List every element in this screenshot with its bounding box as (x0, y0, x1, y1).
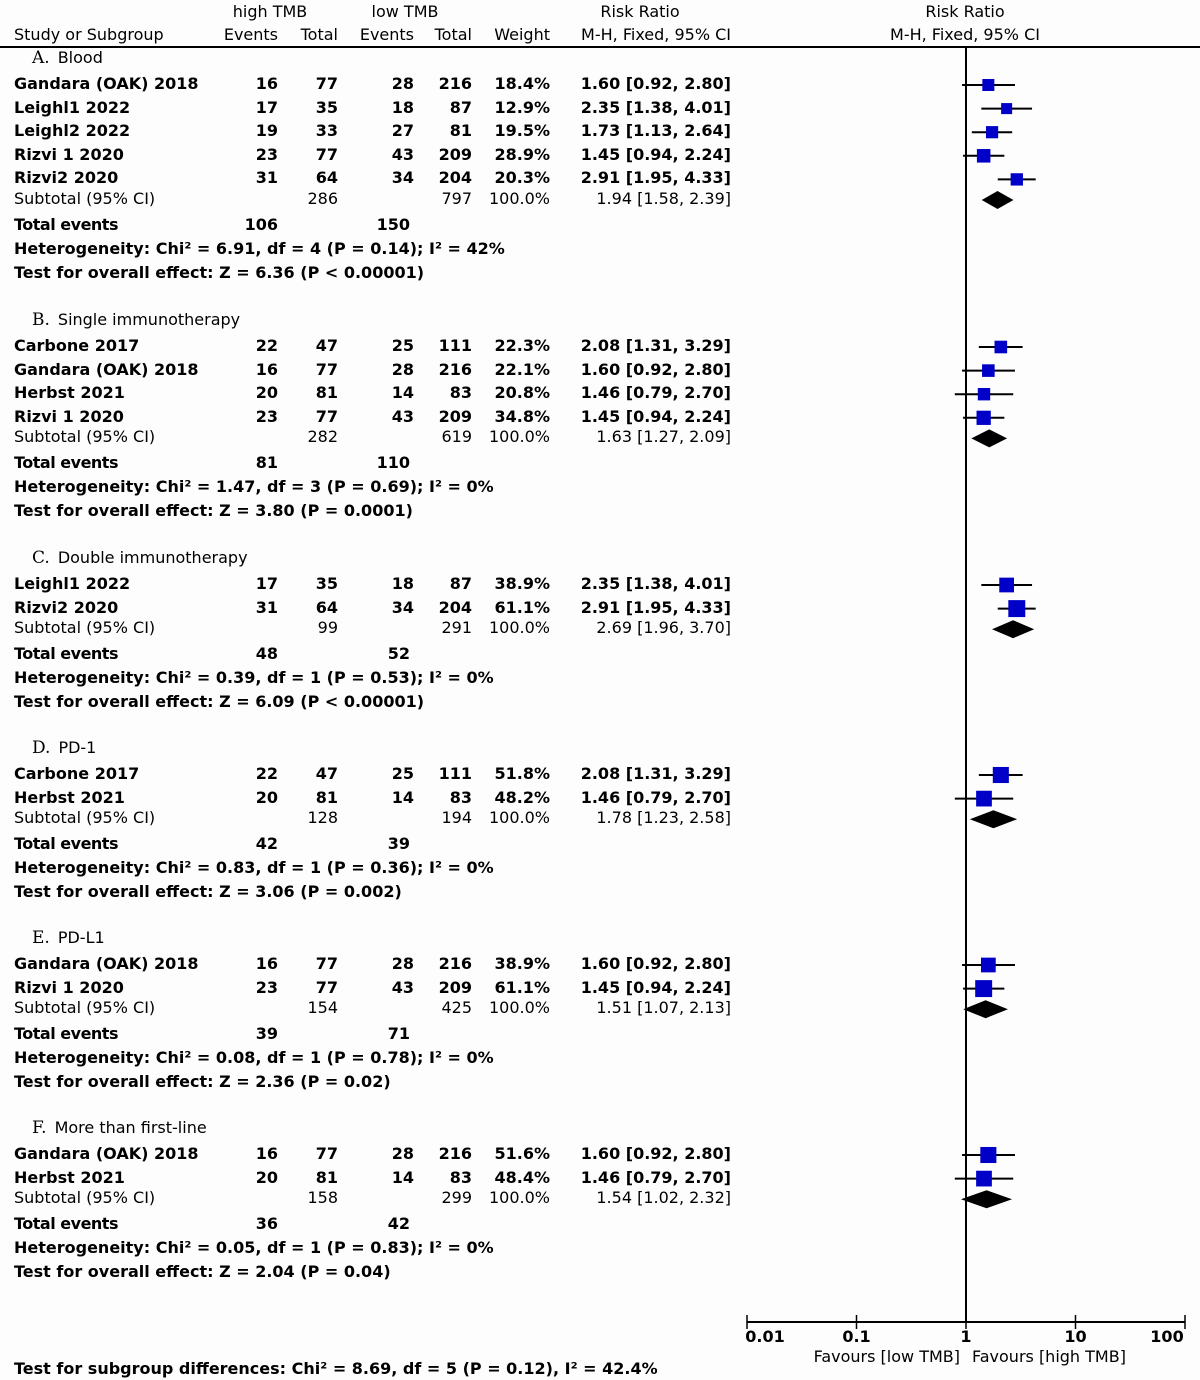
summary-diamond (963, 1000, 1008, 1018)
study-weight: 22.1% (494, 359, 550, 379)
study-name: Carbone 2017 (14, 764, 140, 783)
total-events-low: 71 (387, 1024, 410, 1044)
high-total: 81 (315, 383, 338, 403)
subtotal-high-total: 286 (307, 189, 338, 208)
high-events: 17 (255, 97, 278, 117)
high-events: 16 (255, 954, 278, 973)
high-events: 16 (255, 74, 278, 93)
subgroup-differences-test: Test for subgroup differences: Chi² = 8.69, df = 5 (P = 0.12), I² = 42.4% (14, 1359, 658, 1378)
subtotal-label: Subtotal (95% CI) (14, 189, 156, 208)
total-events-high: 39 (255, 1024, 278, 1044)
subgroup-name: PD-L1 (57, 928, 105, 947)
low-total: 83 (449, 787, 472, 807)
total-events-label: Total events (14, 453, 118, 473)
study-marker (975, 980, 992, 997)
summary-diamond (982, 191, 1014, 209)
study-risk-ratio: 2.35 [1.38, 4.01] (580, 97, 731, 117)
low-events: 43 (391, 977, 414, 997)
subtotal-high-total: 128 (307, 808, 338, 828)
subtotal-weight: 100.0% (488, 1188, 550, 1208)
study-name: Leighl2 2022 (14, 121, 131, 141)
low-total-header: Total (434, 25, 472, 44)
high-total: 81 (315, 787, 338, 807)
study-risk-ratio: 1.45 [0.94, 2.24] (580, 406, 731, 426)
high-events: 22 (255, 336, 278, 355)
study-name: Herbst 2021 (14, 787, 125, 807)
total-events-label: Total events (14, 644, 118, 664)
study-risk-ratio: 1.46 [0.79, 2.70] (580, 383, 731, 403)
total-events-high: 106 (244, 215, 278, 234)
heterogeneity-stat: Heterogeneity: Chi² = 6.91, df = 4 (P = 0.14); I² = 42% (14, 239, 505, 258)
subtotal-risk-ratio: 1.54 [1.02, 2.32] (596, 1188, 731, 1208)
favours-high-label: Favours [high TMB] (972, 1347, 1126, 1366)
study-risk-ratio: 1.60 [0.92, 2.80] (580, 1144, 731, 1163)
study-name: Rizvi 1 2020 (14, 977, 124, 997)
low-events: 14 (391, 383, 414, 403)
total-events-label: Total events (14, 1024, 118, 1044)
favours-low-label: Favours [low TMB] (813, 1347, 960, 1366)
high-total: 47 (315, 336, 338, 355)
study-name: Gandara (OAK) 2018 (14, 74, 199, 93)
summary-diamond (971, 429, 1007, 447)
subtotal-weight: 100.0% (488, 189, 550, 208)
study-marker (1011, 173, 1023, 185)
low-events: 34 (391, 597, 414, 617)
x-tick-label: 1 (960, 1327, 972, 1346)
subtotal-low-total: 299 (441, 1188, 472, 1208)
study-weight: 28.9% (494, 144, 550, 164)
high-total: 33 (315, 121, 338, 141)
low-events: 28 (391, 1144, 414, 1163)
subtotal-label: Subtotal (95% CI) (14, 998, 156, 1018)
heterogeneity-stat: Heterogeneity: Chi² = 0.08, df = 1 (P = 0.78); I² = 0% (14, 1048, 494, 1068)
x-tick-label: 0.1 (842, 1327, 871, 1346)
low-total: 216 (438, 74, 472, 93)
study-risk-ratio: 2.91 [1.95, 4.33] (580, 168, 731, 188)
study-marker (980, 1147, 996, 1163)
low-total: 216 (438, 359, 472, 379)
low-events: 28 (391, 359, 414, 379)
total-events-low: 39 (387, 834, 410, 854)
subtotal-low-total: 797 (441, 189, 472, 208)
subtotal-high-total: 99 (317, 618, 338, 638)
overall-effect-test: Test for overall effect: Z = 2.04 (P = 0.04) (14, 1262, 391, 1282)
subtotal-weight: 100.0% (488, 618, 550, 638)
subtotal-risk-ratio: 2.69 [1.96, 3.70] (596, 618, 731, 638)
heterogeneity-stat: Heterogeneity: Chi² = 0.05, df = 1 (P = 0.83); I² = 0% (14, 1238, 494, 1258)
study-name: Gandara (OAK) 2018 (14, 359, 199, 379)
subgroup-name: More than first-line (54, 1118, 207, 1137)
subgroup-name: Double immunotherapy (57, 548, 248, 567)
total-events-high: 81 (255, 453, 278, 473)
high-events: 16 (255, 1144, 278, 1163)
high-events: 16 (255, 359, 278, 379)
high-total: 77 (315, 954, 338, 973)
high-events: 23 (255, 406, 278, 426)
overall-effect-test: Test for overall effect: Z = 3.80 (P = 0.0001) (14, 501, 413, 521)
low-events: 18 (391, 97, 414, 117)
total-events-high: 36 (255, 1214, 278, 1234)
subtotal-risk-ratio: 1.78 [1.23, 2.58] (596, 808, 731, 828)
subgroup-letter: E. (32, 928, 50, 948)
study-risk-ratio: 1.73 [1.13, 2.64] (580, 121, 731, 141)
low-total: 209 (438, 977, 472, 997)
high-total: 77 (315, 359, 338, 379)
study-name: Carbone 2017 (14, 336, 140, 355)
study-risk-ratio: 1.46 [0.79, 2.70] (580, 787, 731, 807)
subtotal-label: Subtotal (95% CI) (14, 808, 156, 828)
low-total: 87 (449, 97, 472, 117)
high-total-header: Total (300, 25, 338, 44)
high-events: 23 (255, 977, 278, 997)
subtotal-low-total: 291 (441, 618, 472, 638)
study-risk-ratio: 1.60 [0.92, 2.80] (580, 954, 731, 973)
study-marker (1001, 103, 1012, 114)
overall-effect-test: Test for overall effect: Z = 2.36 (P = 0.02) (14, 1072, 391, 1092)
study-marker (981, 958, 996, 973)
study-risk-ratio: 2.35 [1.38, 4.01] (580, 574, 731, 593)
study-risk-ratio: 1.60 [0.92, 2.80] (580, 359, 731, 379)
subgroup-name: PD-1 (58, 738, 97, 757)
low-events: 28 (391, 74, 414, 93)
subtotal-risk-ratio: 1.63 [1.27, 2.09] (596, 427, 731, 447)
study-marker (977, 411, 991, 425)
study-weight: 51.8% (494, 764, 550, 783)
low-total: 111 (438, 764, 472, 783)
study-name: Leighl1 2022 (14, 97, 131, 117)
subtotal-risk-ratio: 1.51 [1.07, 2.13] (596, 998, 731, 1018)
study-name: Rizvi 1 2020 (14, 406, 124, 426)
subtotal-label: Subtotal (95% CI) (14, 618, 156, 638)
summary-diamond (992, 620, 1034, 638)
high-total: 77 (315, 74, 338, 93)
subgroup-letter: C. (32, 548, 50, 568)
low-total: 204 (438, 168, 472, 188)
study-marker (978, 388, 990, 400)
study-risk-ratio: 2.91 [1.95, 4.33] (580, 597, 731, 617)
plot-method-header: M-H, Fixed, 95% CI (890, 25, 1040, 44)
subtotal-label: Subtotal (95% CI) (14, 1188, 156, 1208)
low-events: 34 (391, 168, 414, 188)
x-tick-label: 100 (1150, 1327, 1184, 1346)
study-risk-ratio: 2.08 [1.31, 3.29] (580, 764, 731, 783)
study-weight: 18.4% (494, 74, 550, 93)
study-name: Rizvi2 2020 (14, 597, 119, 617)
total-events-low: 110 (376, 453, 410, 473)
overall-effect-test: Test for overall effect: Z = 3.06 (P = 0.002) (14, 882, 402, 902)
total-events-high: 48 (255, 644, 278, 664)
low-total: 111 (438, 336, 472, 355)
subtotal-label: Subtotal (95% CI) (14, 427, 156, 447)
risk-ratio-header: Risk Ratio (600, 2, 680, 21)
overall-effect-test: Test for overall effect: Z = 6.09 (P < 0.00001) (14, 692, 425, 712)
high-total: 77 (315, 144, 338, 164)
low-total: 83 (449, 383, 472, 403)
study-weight: 38.9% (494, 954, 550, 973)
low-events-header: Events (359, 25, 414, 44)
low-events: 14 (391, 787, 414, 807)
high-events: 22 (255, 764, 278, 783)
low-events: 25 (391, 764, 414, 783)
total-events-label: Total events (14, 834, 118, 854)
study-marker (986, 126, 998, 138)
heterogeneity-stat: Heterogeneity: Chi² = 1.47, df = 3 (P = 0.69); I² = 0% (14, 477, 494, 497)
summary-diamond (961, 1190, 1012, 1208)
study-risk-ratio: 1.45 [0.94, 2.24] (580, 977, 731, 997)
high-tmb-header: high TMB (232, 2, 308, 21)
subgroup-name: Blood (57, 48, 103, 67)
x-tick-label: 0.01 (745, 1327, 785, 1346)
high-total: 64 (315, 597, 338, 617)
study-weight: 34.8% (494, 406, 550, 426)
low-events: 14 (391, 1167, 414, 1187)
total-events-high: 42 (255, 834, 278, 854)
low-events: 27 (391, 121, 414, 141)
high-events: 31 (255, 168, 278, 188)
subtotal-weight: 100.0% (488, 427, 550, 447)
high-events: 17 (255, 574, 278, 593)
low-total: 216 (438, 954, 472, 973)
study-marker (999, 578, 1014, 593)
study-marker (976, 1171, 992, 1187)
high-total: 35 (315, 574, 338, 593)
low-events: 43 (391, 144, 414, 164)
subgroup-letter: A. (32, 48, 50, 68)
study-marker (995, 341, 1008, 354)
subtotal-weight: 100.0% (488, 808, 550, 828)
low-tmb-header: low TMB (371, 2, 439, 21)
study-marker (1008, 600, 1025, 617)
subtotal-high-total: 158 (307, 1188, 338, 1208)
low-events: 25 (391, 336, 414, 355)
study-weight: 20.8% (494, 383, 550, 403)
subgroup-letter: D. (32, 738, 51, 758)
study-name: Rizvi 1 2020 (14, 144, 124, 164)
study-name: Herbst 2021 (14, 1167, 125, 1187)
study-name: Rizvi2 2020 (14, 168, 119, 188)
subtotal-high-total: 282 (307, 427, 338, 447)
study-weight: 12.9% (494, 97, 550, 117)
high-events: 19 (255, 121, 278, 141)
study-name: Herbst 2021 (14, 383, 125, 403)
high-events: 31 (255, 597, 278, 617)
low-events: 28 (391, 954, 414, 973)
high-total: 77 (315, 406, 338, 426)
study-weight: 48.4% (494, 1167, 550, 1187)
high-total: 77 (315, 1144, 338, 1163)
study-risk-ratio: 2.08 [1.31, 3.29] (580, 336, 731, 355)
low-total: 87 (449, 574, 472, 593)
study-risk-ratio: 1.46 [0.79, 2.70] (580, 1167, 731, 1187)
low-total: 216 (438, 1144, 472, 1163)
summary-diamond (970, 810, 1017, 828)
study-weight: 20.3% (494, 168, 550, 188)
study-marker (982, 79, 994, 91)
study-marker (976, 791, 992, 807)
low-total: 81 (449, 121, 472, 141)
plot-title-header: Risk Ratio (925, 2, 1005, 21)
study-column-header: Study or Subgroup (14, 25, 164, 44)
subtotal-weight: 100.0% (488, 998, 550, 1018)
high-total: 35 (315, 97, 338, 117)
high-events: 20 (255, 787, 278, 807)
subtotal-high-total: 154 (307, 998, 338, 1018)
total-events-label: Total events (14, 215, 118, 234)
high-events: 23 (255, 144, 278, 164)
high-events: 20 (255, 383, 278, 403)
x-tick-label: 10 (1064, 1327, 1087, 1346)
study-weight: 48.2% (494, 787, 550, 807)
study-marker (977, 149, 991, 163)
subtotal-risk-ratio: 1.94 [1.58, 2.39] (596, 189, 731, 208)
low-events: 18 (391, 574, 414, 593)
study-risk-ratio: 1.45 [0.94, 2.24] (580, 144, 731, 164)
high-total: 81 (315, 1167, 338, 1187)
rr-method-header: M-H, Fixed, 95% CI (581, 25, 731, 44)
low-total: 204 (438, 597, 472, 617)
total-events-low: 42 (387, 1214, 410, 1234)
study-weight: 51.6% (494, 1144, 550, 1163)
subtotal-low-total: 194 (441, 808, 472, 828)
total-events-low: 150 (376, 215, 410, 234)
low-total: 209 (438, 144, 472, 164)
high-events-header: Events (223, 25, 278, 44)
total-events-low: 52 (387, 644, 410, 664)
study-marker (993, 767, 1009, 783)
weight-header: Weight (494, 25, 550, 44)
study-weight: 38.9% (494, 574, 550, 593)
overall-effect-test: Test for overall effect: Z = 6.36 (P < 0.00001) (14, 263, 425, 282)
heterogeneity-stat: Heterogeneity: Chi² = 0.83, df = 1 (P = 0.36); I² = 0% (14, 858, 494, 878)
high-events: 20 (255, 1167, 278, 1187)
subgroup-letter: B. (32, 310, 50, 330)
subtotal-low-total: 619 (441, 427, 472, 447)
high-total: 77 (315, 977, 338, 997)
study-name: Gandara (OAK) 2018 (14, 1144, 199, 1163)
heterogeneity-stat: Heterogeneity: Chi² = 0.39, df = 1 (P = 0.53); I² = 0% (14, 668, 494, 688)
low-total: 83 (449, 1167, 472, 1187)
study-weight: 19.5% (494, 121, 550, 141)
total-events-label: Total events (14, 1214, 118, 1234)
study-name: Leighl1 2022 (14, 574, 131, 593)
high-total: 47 (315, 764, 338, 783)
subgroup-name: Single immunotherapy (57, 310, 241, 329)
high-total: 64 (315, 168, 338, 188)
low-events: 43 (391, 406, 414, 426)
study-marker (982, 364, 995, 377)
study-name: Gandara (OAK) 2018 (14, 954, 199, 973)
low-total: 209 (438, 406, 472, 426)
study-weight: 61.1% (494, 977, 550, 997)
subtotal-low-total: 425 (441, 998, 472, 1018)
subgroup-letter: F. (32, 1118, 47, 1138)
study-risk-ratio: 1.60 [0.92, 2.80] (580, 74, 731, 93)
study-weight: 22.3% (494, 336, 550, 355)
study-weight: 61.1% (494, 597, 550, 617)
